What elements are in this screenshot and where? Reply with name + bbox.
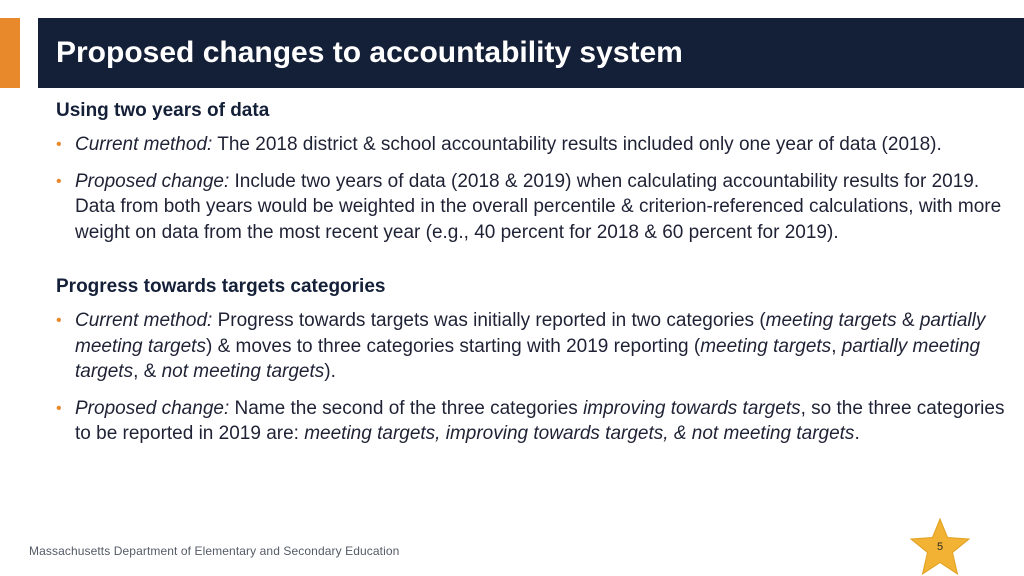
category-term: improving towards targets [583,397,801,419]
list-item [56,396,1006,447]
bullet-icon: • [56,399,62,417]
slide-content [56,98,1006,447]
category-term: partially meeting targets [75,335,981,382]
title-bar [38,18,1024,88]
bullet-text: , & [133,361,162,382]
bullet-label: Current method: [75,134,213,155]
bullet-label: Current method: [75,310,213,331]
page-number: 5 [936,541,944,553]
bullet-text: , [831,335,842,357]
bullet-text: The 2018 district & school accountability results included only one year of data (2018). [212,134,942,155]
slide-title: Proposed changes to accountability system [56,36,683,69]
section-two-years-data [56,98,1006,245]
bullet-text: ). [324,361,336,382]
list-item [56,308,1006,385]
bullet-icon: • [56,136,62,153]
bullet-text: , so the three categories to be reported in 2019 are: [75,397,1005,444]
bullet-text: Progress towards targets was initially reported in two categories ( [212,310,766,331]
category-term: partially meeting targets [75,310,986,357]
section-heading: Progress towards targets categories [56,276,386,297]
footer-org-name: Massachusetts Department of Elementary and Secondary Education [29,544,400,558]
section-progress-targets [56,274,1006,447]
accent-bar [0,18,20,88]
category-term: meeting targets [700,335,832,357]
bullet-label: Proposed change: [75,170,230,192]
category-term: meeting targets [765,310,897,331]
bullet-text: . [854,423,860,444]
bullet-text: Name the second of the three categories [229,397,584,419]
section-heading: Using two years of data [56,100,270,121]
bullet-text: & [896,310,920,331]
bullet-text: ) & moves to three categories starting with 2019 reporting ( [205,335,701,357]
category-term: meeting targets, improving towards targets, & not meeting targets [304,423,855,444]
list-item [56,169,1006,246]
list-item [56,132,1006,158]
bullet-label: Proposed change: [75,397,230,419]
bullet-list [56,132,1006,245]
bullet-list [56,308,1006,447]
bullet-icon: • [56,312,62,329]
bullet-text: Include two years of data (2018 & 2019) when calculating accountability results for 2019. Data from both years would be weighted in the overall percentile & criterion-referenced calculations, with more weight on data from the most recent year (e.g., 40 percent for 2018 & 60 percent for 2019). [75,170,1002,243]
bullet-icon: • [56,172,62,190]
category-term: not meeting targets [161,361,325,382]
